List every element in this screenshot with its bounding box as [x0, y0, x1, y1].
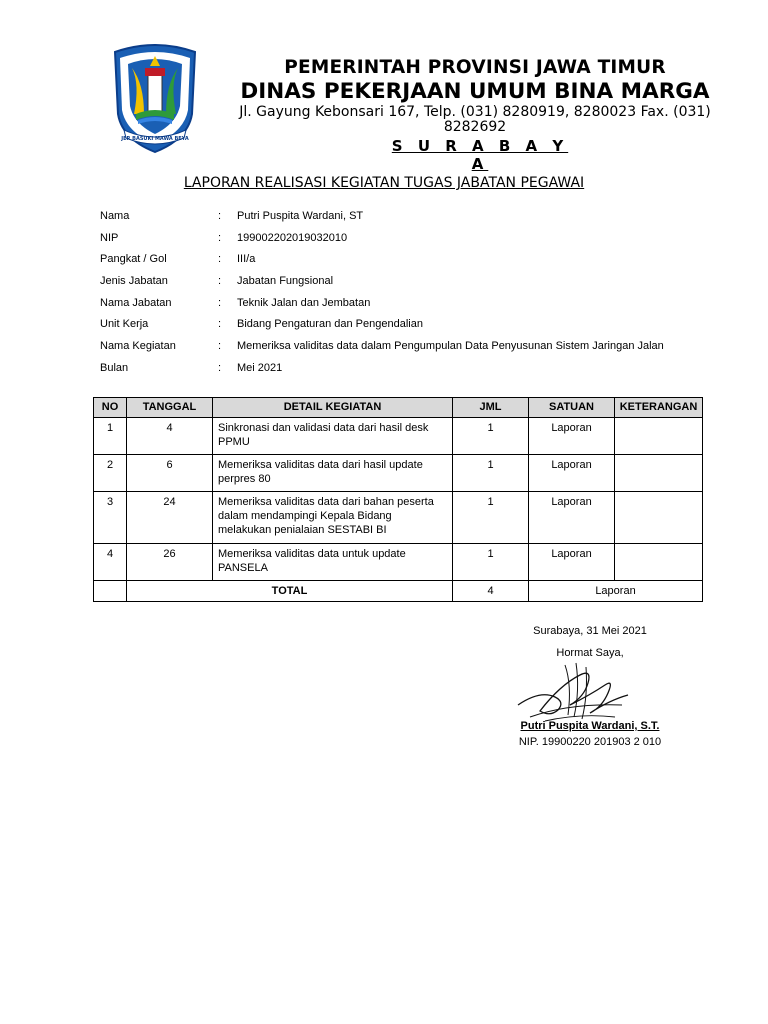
cell-no: 1 [94, 418, 127, 455]
info-value: Teknik Jalan dan Jembatan [237, 296, 371, 309]
cell-tanggal: 24 [127, 492, 213, 544]
agency-address: Jl. Gayung Kebonsari 167, Telp. (031) 8280919, 8280023 Fax. (031) 8282692 [239, 104, 711, 135]
info-value: Putri Puspita Wardani, ST [237, 210, 364, 222]
signature-closing: Hormat Saya, [556, 647, 624, 659]
info-value: Jabatan Fungsional [237, 275, 334, 288]
signature-place-date: Surabaya, 31 Mei 2021 [533, 625, 647, 637]
handwritten-signature [510, 655, 640, 730]
cell-satuan: Laporan [529, 544, 615, 581]
cell-no: 3 [94, 492, 127, 544]
table-total-row [94, 581, 703, 602]
column-header-satuan: SATUAN [529, 398, 615, 418]
cell-satuan: Laporan [529, 418, 615, 455]
cell-jml: 1 [453, 492, 529, 544]
table-row [94, 455, 703, 492]
cell-keterangan [615, 492, 703, 544]
table-row [94, 492, 703, 544]
cell-jml: 1 [453, 544, 529, 581]
cell-keterangan [615, 544, 703, 581]
info-label: Nama [100, 210, 130, 222]
info-colon: : [218, 340, 222, 353]
info-colon: : [218, 210, 222, 222]
agency-name: DINAS PEKERJAAN UMUM BINA MARGA [240, 79, 710, 104]
activity-table [93, 397, 703, 602]
info-label: Unit Kerja [100, 318, 149, 331]
cell-no: 4 [94, 544, 127, 581]
column-header-keterangan: KETERANGAN [615, 398, 703, 418]
info-value: 199002202019032010 [237, 231, 348, 244]
cell-detail: Sinkronasi dan validasi data dari hasil desk PPMU [213, 418, 453, 455]
column-header-jml: JML [453, 398, 529, 418]
cell-satuan: Laporan [529, 455, 615, 492]
svg-text:JER BASUKI MAWA BEYA: JER BASUKI MAWA BEYA [121, 136, 189, 142]
total-jml: 4 [453, 581, 529, 602]
cell-no: 2 [94, 455, 127, 492]
table-row [94, 418, 703, 455]
info-colon: : [218, 361, 222, 374]
cell-tanggal: 6 [127, 455, 213, 492]
column-header-tanggal: TANGGAL [127, 398, 213, 418]
info-label: Pangkat / Gol [100, 253, 167, 266]
cell-tanggal: 4 [127, 418, 213, 455]
info-colon: : [218, 318, 222, 331]
signatory-name: Putri Puspita Wardani, S.T. [520, 720, 660, 732]
cell-empty [94, 581, 127, 602]
cell-jml: 1 [453, 418, 529, 455]
cell-jml: 1 [453, 455, 529, 492]
province-emblem-logo [110, 44, 200, 154]
cell-tanggal: 26 [127, 544, 213, 581]
cell-detail: Memeriksa validitas data untuk update PANSELA [213, 544, 453, 581]
info-value: Mei 2021 [237, 361, 283, 374]
table-header-row [94, 398, 703, 418]
info-label: Jenis Jabatan [100, 275, 168, 288]
signatory-nip: NIP. 19900220 201903 2 010 [518, 736, 662, 748]
info-value: Bidang Pengaturan dan Pengendalian [237, 318, 423, 331]
cell-keterangan [615, 418, 703, 455]
cell-satuan: Laporan [529, 492, 615, 544]
info-label: NIP [100, 231, 119, 244]
info-value: III/a [237, 253, 256, 266]
info-colon: : [218, 275, 222, 288]
table-row [94, 544, 703, 581]
total-label: TOTAL [127, 581, 453, 602]
info-colon: : [218, 296, 222, 309]
info-label: Nama Jabatan [100, 296, 172, 309]
info-label: Nama Kegiatan [100, 340, 176, 353]
government-header: PEMERINTAH PROVINSI JAWA TIMUR [284, 57, 666, 78]
column-header-detail: DETAIL KEGIATAN [213, 398, 453, 418]
info-value: Memeriksa validitas data dalam Pengumpulan Data Penyusunan Sistem Jaringan Jalan [237, 340, 664, 353]
cell-keterangan [615, 455, 703, 492]
cell-detail: Memeriksa validitas data dari bahan peserta dalam mendampingi Kepala Bidang melakukan penialaian SESTABI BI [213, 492, 453, 544]
info-label: Bulan [100, 361, 129, 374]
info-colon: : [218, 253, 222, 266]
cell-detail: Memeriksa validitas data dari hasil update perpres 80 [213, 455, 453, 492]
column-header-no: NO [94, 398, 127, 418]
total-satuan: Laporan [529, 581, 703, 602]
report-title: LAPORAN REALISASI KEGIATAN TUGAS JABATAN PEGAWAI [183, 175, 585, 191]
city-name: S U R A B A Y A [391, 137, 569, 173]
info-colon: : [218, 231, 222, 244]
